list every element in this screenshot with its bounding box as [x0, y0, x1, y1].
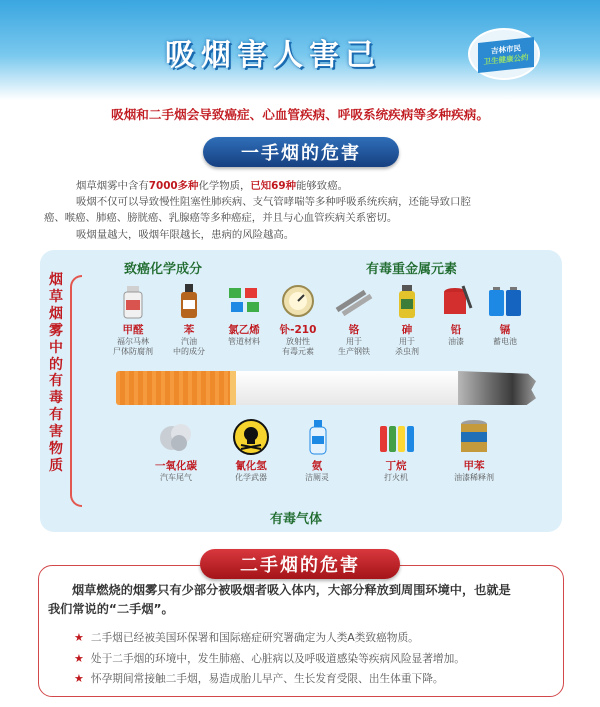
- item-desc: 汽车尾气: [160, 473, 192, 482]
- item-name: 铅: [450, 324, 462, 336]
- item-name: 甲醛: [122, 324, 144, 336]
- polonium-gauge-icon: [279, 282, 317, 320]
- intro-p1-mid: 化学物质，: [198, 180, 251, 192]
- star-icon: ★: [74, 672, 84, 685]
- gas-toluene: [442, 418, 506, 483]
- cigarette-filter: [116, 371, 236, 405]
- cigarette-illustration: [116, 371, 536, 405]
- item-desc: 有毒元素: [282, 347, 314, 356]
- item-desc: 放射性: [286, 337, 310, 346]
- item-name: 钋-210: [279, 324, 317, 336]
- item-name: 砷: [401, 324, 413, 336]
- intro-paragraph-1: [64, 178, 584, 194]
- pesticide-spray-icon: [388, 282, 426, 320]
- first-hand-smoke-banner: 一手烟的危害: [203, 137, 399, 167]
- carcinogen-formaldehyde: [101, 282, 165, 357]
- item-desc: 洁厕灵: [305, 473, 329, 482]
- item-desc: 福尔马林: [117, 337, 149, 346]
- item-name: 丁烷: [385, 460, 407, 472]
- lighter-icon: [377, 418, 415, 456]
- bullet-text: 怀孕期间常接触二手烟，易造成胎儿早产、生长发育受限、出生体重下降。: [90, 672, 444, 685]
- item-desc: 用于: [346, 337, 362, 346]
- skull-hazard-icon: [232, 418, 270, 456]
- paint-can-icon: [437, 282, 475, 320]
- item-name: 铬: [348, 324, 360, 336]
- intro-p1-num1: 7000多种: [148, 180, 199, 192]
- pvc-pipe-icon: [225, 282, 263, 320]
- item-desc: 油漆稀释剂: [454, 473, 494, 482]
- star-icon: ★: [74, 631, 84, 644]
- intro-p1-post: 能够致癌。: [296, 180, 348, 192]
- bullet-item: [74, 669, 564, 690]
- item-name: 甲苯: [463, 460, 485, 472]
- carcinogen-polonium: [266, 282, 330, 357]
- item-desc: 生产钢铁: [338, 347, 370, 356]
- logo-flag-icon: [478, 37, 534, 73]
- item-name: 氰化氢: [235, 460, 267, 472]
- thinner-can-icon: [455, 418, 493, 456]
- metal-group-title: 有毒重金属元素: [366, 262, 458, 277]
- side-label: 烟草烟雾中的有毒有害物质: [49, 272, 63, 474]
- headline: 吸烟和二手烟会导致癌症、心血管疾病、呼吸系统疾病等多种疾病。: [111, 107, 489, 122]
- item-desc: 杀虫剂: [395, 347, 419, 356]
- item-desc: 油漆: [448, 337, 464, 346]
- item-name: 氯乙烯: [228, 324, 260, 336]
- cleaner-bottle-icon: [298, 418, 336, 456]
- item-desc: 化学武器: [235, 473, 267, 482]
- gas-ammonia: [285, 418, 349, 483]
- intro-paragraph-3: 吸烟量越大，吸烟年限越长，患病的风险越高。: [76, 228, 295, 241]
- intro-paragraph-2: 吸烟不仅可以导致慢性阻塞性肺疾病、支气管哮喘等多种呼吸系统疾病，还能导致口腔: [76, 196, 471, 209]
- item-name: 镉: [499, 324, 511, 336]
- benzene-bottle-icon: [170, 282, 208, 320]
- item-name: 一氧化碳: [155, 460, 197, 472]
- gas-group-title: 有毒气体: [270, 512, 323, 527]
- item-desc: 汽油: [181, 337, 197, 346]
- bullet-text: 二手烟已经被美国环保署和国际癌症研究署确定为人类A类致癌物质。: [90, 631, 419, 644]
- second-hand-smoke-banner: 二手烟的危害: [200, 549, 400, 579]
- item-desc: 管道材料: [228, 337, 260, 346]
- carcinogen-group-title: 致癌化学成分: [124, 262, 203, 277]
- bullet-text: 处于二手烟的环境中，发生肺癌、心脏病以及呼吸道感染等疾病风险显著增加。: [90, 651, 465, 665]
- item-desc: 尸体防腐剂: [113, 347, 153, 356]
- para-line-2: 我们常说的“二手烟”。: [48, 601, 174, 616]
- health-convention-logo: [468, 28, 540, 80]
- intro-paragraph-2b: 癌、喉癌、肺癌、膀胱癌、乳腺癌等多种癌症，并且与心血管疾病关系密切。: [44, 212, 398, 225]
- cigarette-paper: [236, 371, 458, 405]
- item-name: 苯: [183, 324, 195, 336]
- intro-p1-num2: 已知69种: [250, 180, 297, 192]
- gas-carbon-monoxide: [144, 418, 208, 483]
- logo-line2: 卫生健康公约: [483, 52, 529, 67]
- exhaust-smoke-icon: [157, 418, 195, 456]
- gas-butane: [364, 418, 428, 483]
- metal-cadmium: [473, 282, 537, 347]
- item-desc: 蓄电池: [493, 337, 517, 346]
- star-icon: ★: [74, 651, 84, 665]
- cigarette-ash: [458, 371, 536, 405]
- intro-p1-pre: 烟草烟雾中含有: [76, 180, 149, 192]
- gas-hydrogen-cyanide: [219, 418, 283, 483]
- item-desc: 中的成分: [173, 347, 205, 356]
- second-hand-bullets: [74, 628, 564, 690]
- formaldehyde-bottle-icon: [114, 282, 152, 320]
- logo-line1: 吉林市民: [491, 43, 521, 56]
- bullet-item: [74, 628, 564, 649]
- para-line-1: 烟草燃烧的烟雾只有少部分被吸烟者吸入体内，大部分释放到周围环境中，也就是: [72, 583, 511, 597]
- page-title: 吸烟害人害己: [165, 38, 381, 73]
- item-desc: 打火机: [384, 473, 408, 482]
- first-hand-intro: [44, 178, 584, 243]
- second-hand-paragraph: [48, 581, 556, 618]
- bullet-item: [74, 649, 564, 670]
- steel-rods-icon: [335, 282, 373, 320]
- item-desc: 用于: [399, 337, 415, 346]
- item-name: 氨: [311, 460, 323, 472]
- battery-icon: [486, 282, 524, 320]
- side-bracket: [70, 275, 82, 507]
